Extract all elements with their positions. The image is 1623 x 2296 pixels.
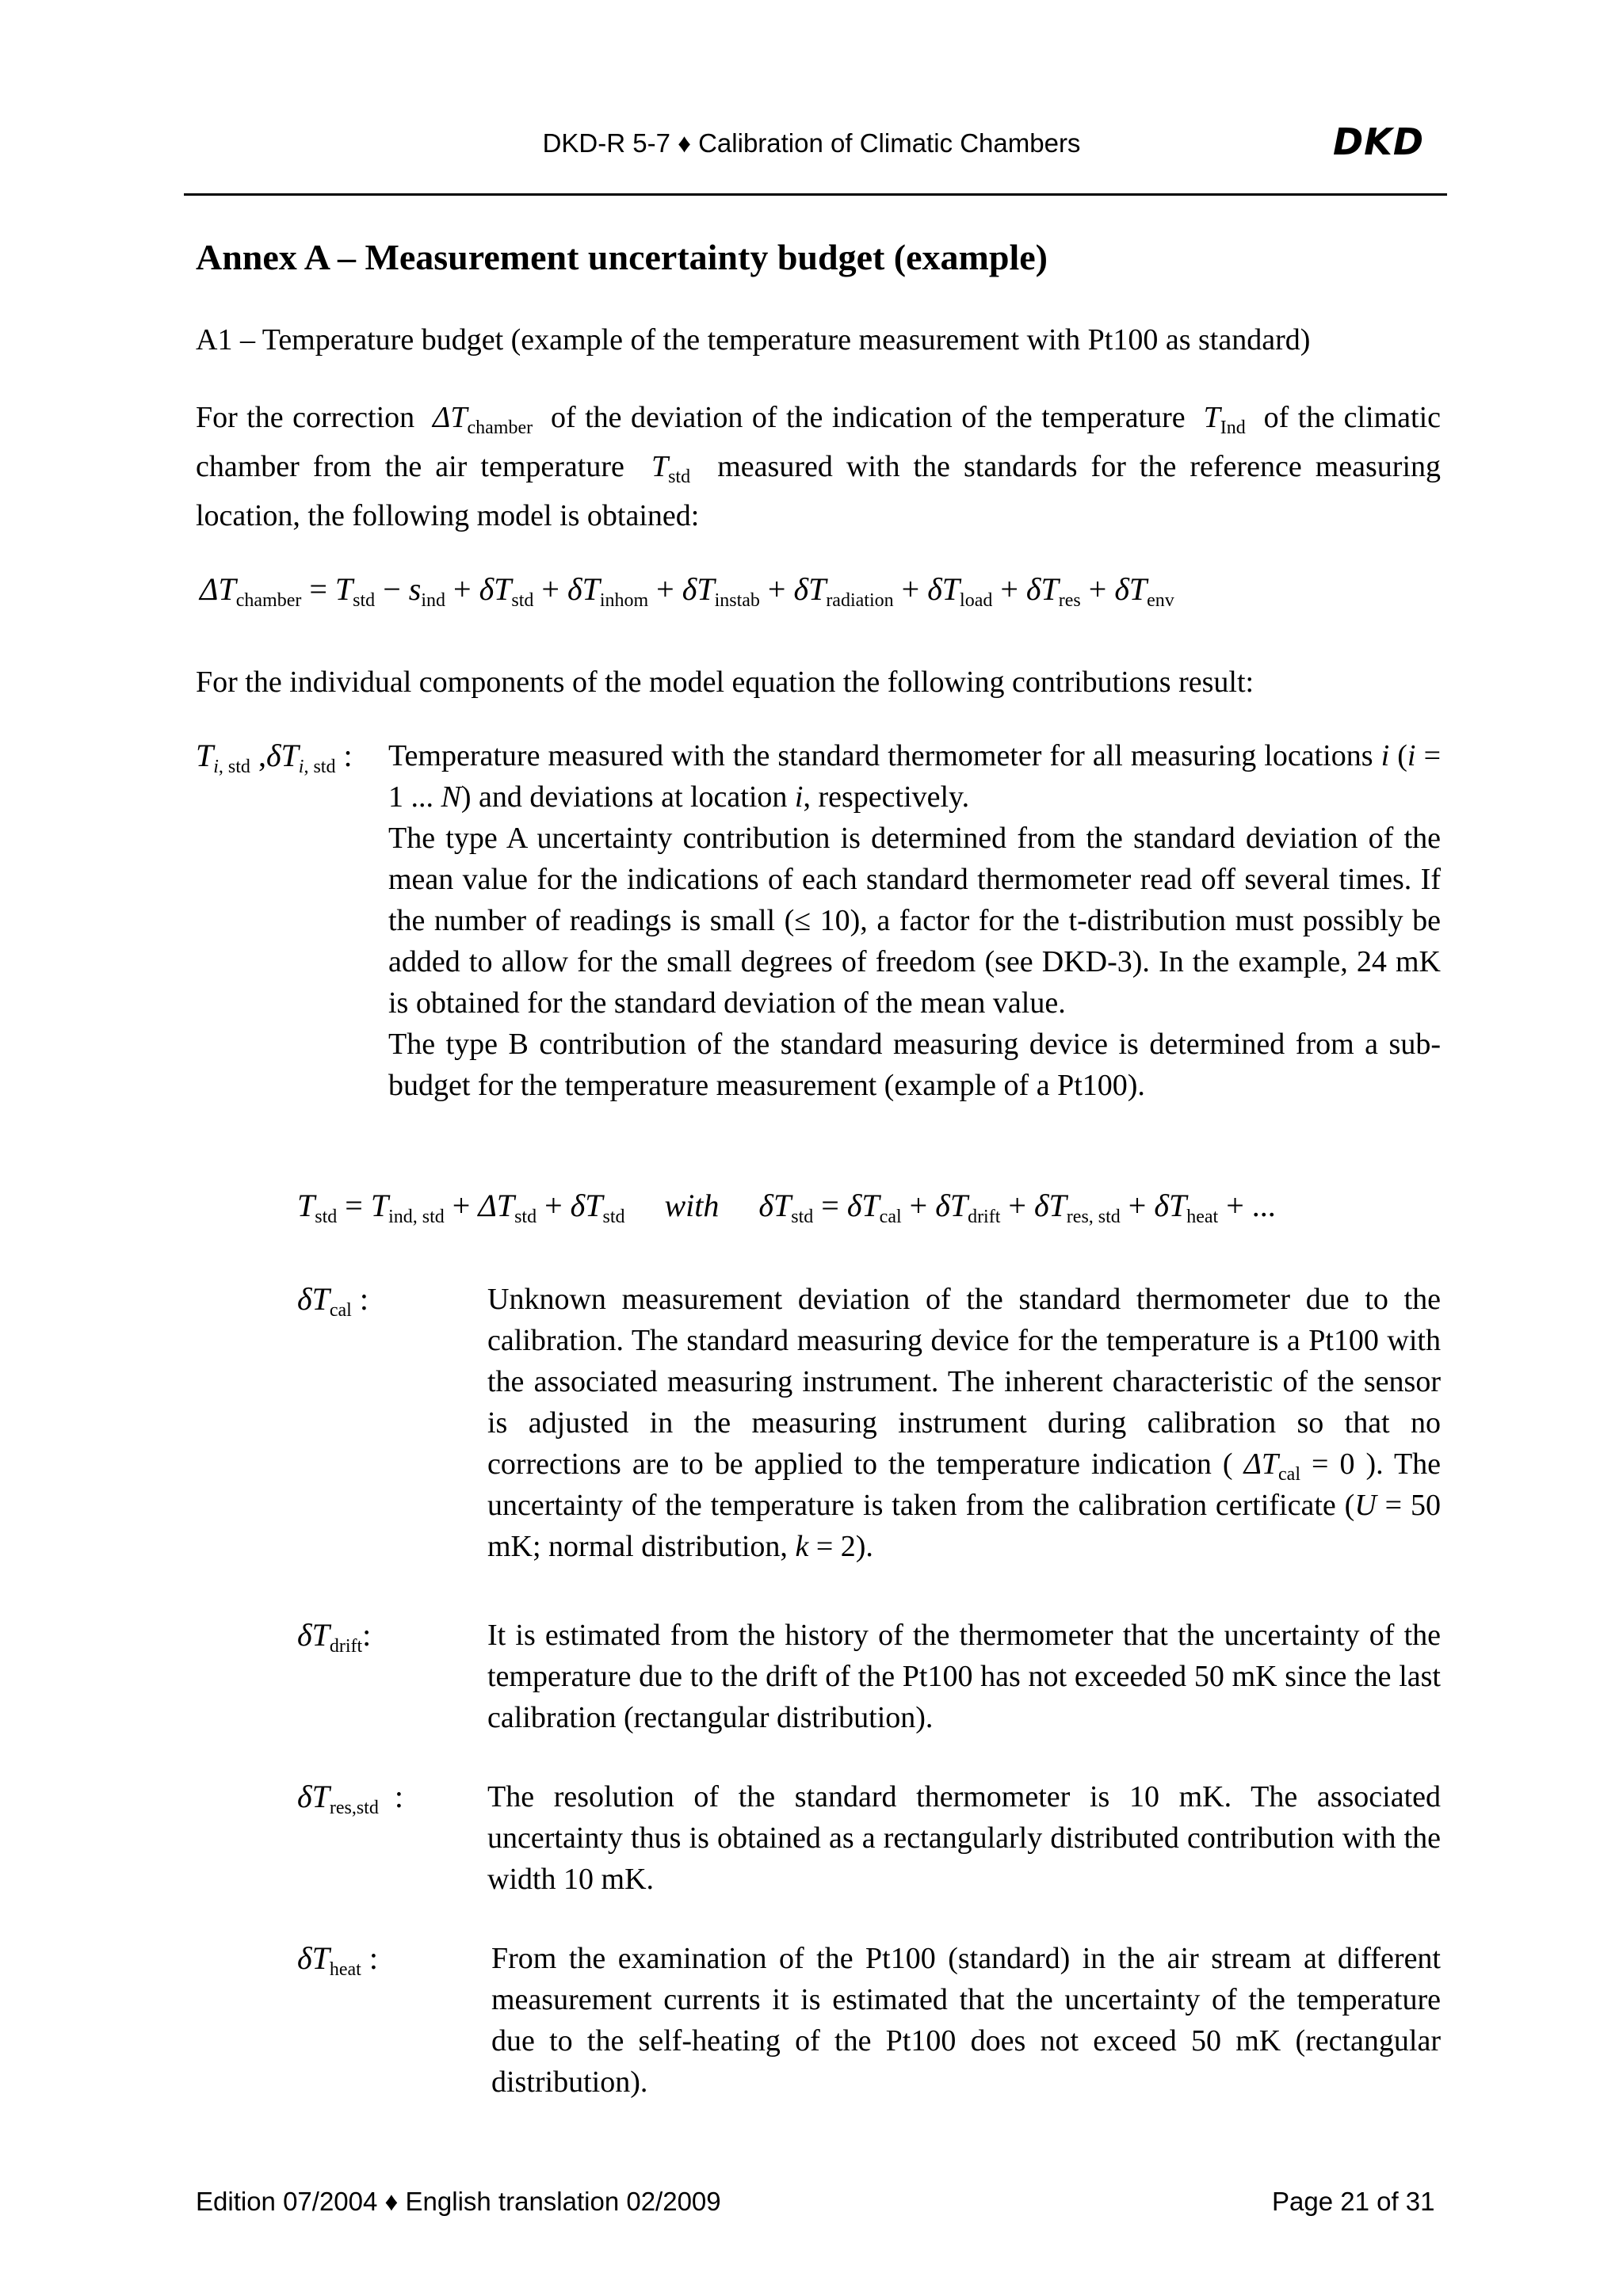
header-divider bbox=[184, 193, 1447, 196]
symbol-delta-t-cal: $\delta T_{cal}$ : bbox=[297, 1281, 369, 1321]
definition-delta-t-cal: Unknown measurement deviation of the standard thermometer due to the calibration. The standard measuring device for the temperature is a Pt100 with the associated measuring instrument. The inherent characteristic of the sensor is adjusted in the measuring instrument during calibration so that no corrections are to be applied to the temperature indication ( $\Delta T_{cal} = 0$ ). The uncertainty of the temperature is taken from the calibration certificate (U = 50 mK; normal distribution, k = 2). bbox=[487, 1283, 1442, 1563]
definition-delta-t-heat: From the examination of the Pt100 (standard) in the air stream at different measurement currents it is estimated that the uncertainty of the temperature due to the self-heating of the Pt100 does not exceed 50 mK (rectangular distribution). bbox=[491, 1942, 1441, 2099]
symbol-delta-t-res-std: $\delta T_{res,std}$ : bbox=[297, 1779, 403, 1818]
symbol-t-i-std: $T_{i, std}$ $,\delta T_{i, std}$ : bbox=[196, 738, 353, 777]
subheading: A1 – Temperature budget (example of the temperature measurement with Pt100 as standard) bbox=[196, 323, 1311, 357]
symbol-delta-t-heat: $\delta T_{heat}$ : bbox=[297, 1940, 378, 1980]
definition-delta-t-drift: It is estimated from the history of the thermometer that the uncertainty of the temperature due to the drift of the Pt100 has not exceeded 50 mK since the last calibration (rectangular distribution). bbox=[487, 1619, 1441, 1734]
footer-edition: Edition 07/2004 ♦ English translation 02/2009 bbox=[196, 2187, 721, 2216]
sub-budget-equation: $T_{std} = T_{ind, std} + \Delta T_{std} + \delta T_{std}$ with $\delta T_{std} = \delta T_{cal} + \delta T_{drift} + \delta T_{res, std} + \delta T_{heat}$ + ... bbox=[297, 1188, 1276, 1227]
header-title: DKD-R 5-7 ♦ Calibration of Climatic Chambers bbox=[542, 128, 1081, 158]
annex-heading: Annex A – Measurement uncertainty budget (example) bbox=[196, 237, 1048, 277]
definition-t-i-std: Temperature measured with the standard thermometer for all measuring locations i (i = 1 ... N) and deviations at location i, respectively. The type A uncertainty contribution is determined from the standard deviation of the mean value for the indications of each standard thermometer read off several times. If the number of readings is small (≤ 10), a factor for the t-distribution must possibly be added to allow for the small degrees of freedom (see DKD-3). In the example, 24 mK is obtained for the standard deviation of the mean value. The type B contribution of the standard measuring device is determined from a sub-budget for the temperature measurement (example of a Pt100). bbox=[388, 739, 1442, 1102]
definition-delta-t-res-std: The resolution of the standard thermometer is 10 mK. The associated uncertainty thus is obtained as a rectangularly distributed contribution with the width 10 mK. bbox=[487, 1780, 1441, 1896]
footer-page-number: Page 21 of 31 bbox=[1272, 2187, 1435, 2216]
components-intro: For the individual components of the model equation the following contributions result: bbox=[196, 666, 1254, 699]
model-equation: $\Delta T_{chamber} = T_{std} - s_{ind} + \delta T_{std} + \delta T_{inhom} + \delta T_{instab} + \delta T_{radiation} + \delta T_{load} + \delta T_{res} + \delta T_{env}$ bbox=[200, 571, 1174, 611]
symbol-delta-t-drift: $\delta T_{drift}$: bbox=[297, 1617, 372, 1657]
dkd-logo: DKD bbox=[1333, 120, 1425, 163]
intro-paragraph: For the correction $\Delta T_{chamber}$ of the deviation of the indication of the temperature $T_{Ind}$ of the climatic chamber from the air temperature $T_{std}$ measured with the standards for the reference measuring location, the following model is obtained: bbox=[196, 401, 1442, 532]
